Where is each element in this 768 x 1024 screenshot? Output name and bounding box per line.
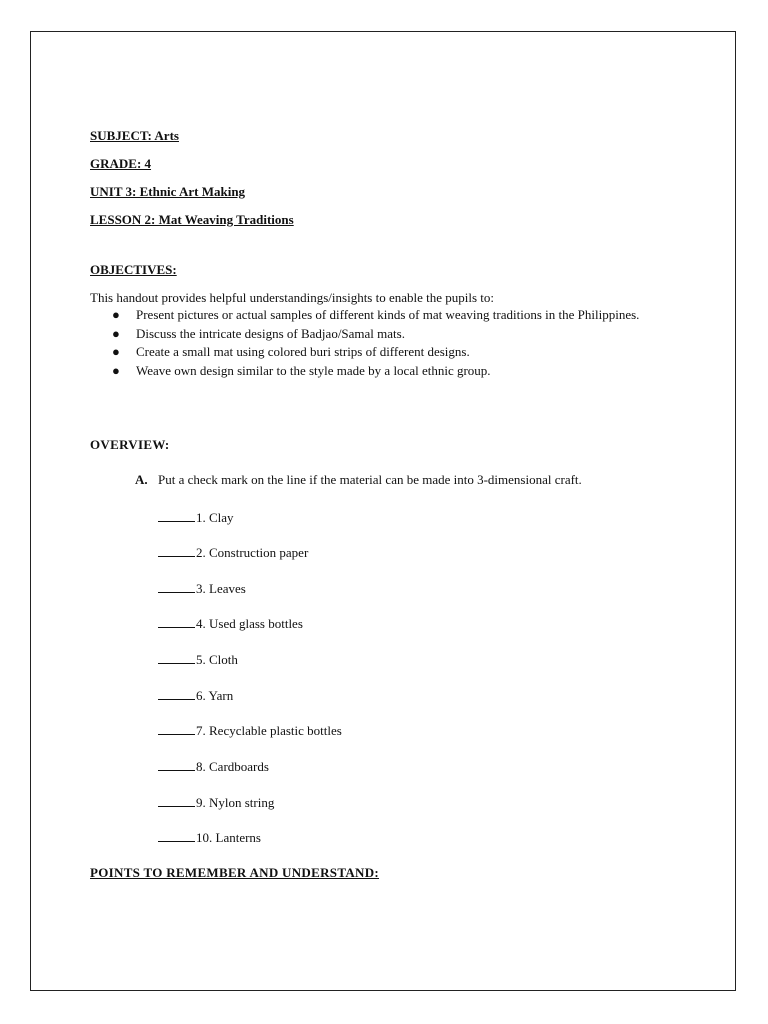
list-item xyxy=(90,306,678,325)
list-item xyxy=(90,325,678,344)
checklist-item xyxy=(158,580,246,597)
objective-text: Weave own design similar to the style made by a local ethnic group. xyxy=(136,362,491,378)
objectives-intro: This handout provides helpful understandings/insights to enable the pupils to: xyxy=(90,290,495,305)
checklist-item xyxy=(158,687,233,704)
checklist-item xyxy=(158,722,342,739)
checklist-item xyxy=(158,651,238,668)
check-line[interactable] xyxy=(158,722,195,735)
check-line[interactable] xyxy=(158,758,195,771)
checklist-item xyxy=(158,794,274,811)
unit-line: UNIT 3: Ethnic Art Making xyxy=(90,184,246,199)
objectives-list xyxy=(90,306,678,380)
bullet-icon: ● xyxy=(112,362,120,378)
check-line[interactable] xyxy=(158,580,195,593)
check-line[interactable] xyxy=(158,544,195,557)
objectives-heading: OBJECTIVES: xyxy=(90,262,177,277)
checklist-label: 4. Used glass bottles xyxy=(196,616,303,631)
check-line[interactable] xyxy=(158,651,195,664)
bullet-icon: ● xyxy=(112,344,120,359)
instruction-text: Put a check mark on the line if the material can be made into 3-dimensional craft. xyxy=(158,472,582,487)
checklist-item xyxy=(158,615,303,632)
checklist-item xyxy=(158,509,234,526)
checklist-label: 6. Yarn xyxy=(196,688,234,703)
checklist-label: 3. Leaves xyxy=(196,581,246,596)
checklist-label: 9. Nylon string xyxy=(196,795,275,810)
overview-heading: OVERVIEW: xyxy=(90,437,170,452)
objective-text: Create a small mat using colored buri strips of different designs. xyxy=(136,344,470,359)
checklist-label: 8. Cardboards xyxy=(196,759,269,774)
list-item xyxy=(90,343,678,362)
objective-text: Present pictures or actual samples of different kinds of mat weaving traditions in the Philippines. xyxy=(136,307,640,322)
checklist-item xyxy=(158,544,308,561)
list-item xyxy=(90,362,678,381)
checklist-item xyxy=(158,758,269,775)
checklist-label: 7. Recyclable plastic bottles xyxy=(196,723,342,738)
check-line[interactable] xyxy=(158,509,195,522)
checklist-item xyxy=(158,829,261,846)
points-heading: POINTS TO REMEMBER AND UNDERSTAND: xyxy=(90,865,380,880)
objective-text: Discuss the intricate designs of Badjao/Samal mats. xyxy=(136,325,405,341)
page-border xyxy=(30,31,736,991)
bullet-icon: ● xyxy=(112,307,120,322)
bullet-icon: ● xyxy=(112,325,120,341)
checklist-label: 2. Construction paper xyxy=(196,545,309,560)
check-line[interactable] xyxy=(158,794,195,807)
check-line[interactable] xyxy=(158,615,195,628)
check-line[interactable] xyxy=(158,829,195,842)
check-line[interactable] xyxy=(158,687,195,700)
lesson-line: LESSON 2: Mat Weaving Traditions xyxy=(90,212,294,227)
checklist-label: 1. Clay xyxy=(196,510,234,525)
checklist-label: 5. Cloth xyxy=(196,652,238,667)
instruction-letter: A. xyxy=(135,472,148,487)
subject-line: SUBJECT: Arts xyxy=(90,128,179,143)
grade-line: GRADE: 4 xyxy=(90,156,152,171)
checklist-label: 10. Lanterns xyxy=(196,830,261,845)
